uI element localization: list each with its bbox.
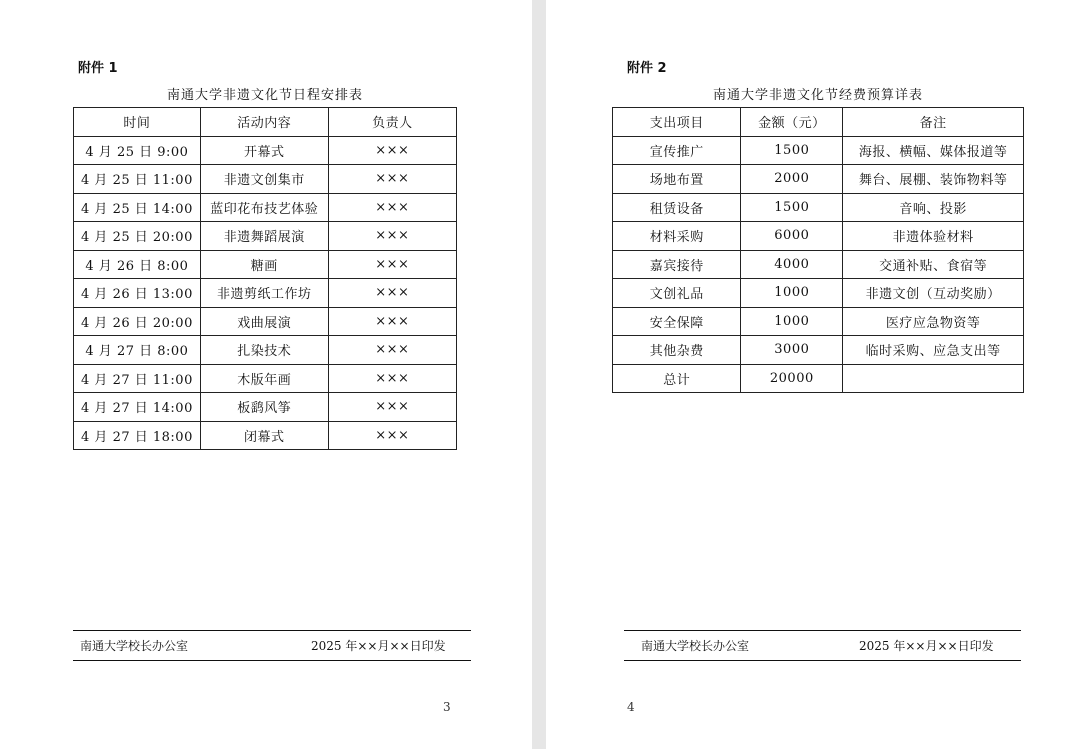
- time-cell: 4 月 27 日 11:00: [74, 364, 201, 393]
- amount-cell: 1000: [741, 279, 843, 308]
- table-row: [613, 250, 1024, 279]
- footer-rule-top: [73, 630, 471, 631]
- activity-cell: 闭幕式: [200, 421, 328, 450]
- table-row: [613, 136, 1024, 165]
- remark-cell: 海报、横幅、媒体报道等: [843, 136, 1024, 165]
- remark-cell: 交通补贴、食宿等: [843, 250, 1024, 279]
- table-row: [74, 250, 457, 279]
- table-row: [613, 336, 1024, 365]
- table-row: [74, 136, 457, 165]
- document-page-left: [0, 0, 532, 749]
- attachment-label: 附件 2: [627, 61, 667, 76]
- expense-item-cell: 宣传推广: [613, 136, 741, 165]
- time-cell: 4 月 27 日 18:00: [74, 421, 201, 450]
- remark-cell: 音响、投影: [843, 193, 1024, 222]
- remark-cell: [843, 364, 1024, 393]
- activity-cell: 戏曲展演: [200, 307, 328, 336]
- time-cell: 4 月 26 日 13:00: [74, 279, 201, 308]
- page-number: 3: [443, 700, 451, 714]
- amount-cell: 1500: [741, 193, 843, 222]
- footer-rule-top: [624, 630, 1021, 631]
- activity-cell: 非遗文创集市: [200, 165, 328, 194]
- person-in-charge-cell: ×××: [328, 307, 456, 336]
- page-gutter: [532, 0, 546, 749]
- header-cell: 备注: [843, 108, 1024, 137]
- budget-table: [612, 107, 1024, 393]
- person-in-charge-cell: ×××: [328, 222, 456, 251]
- expense-item-cell: 文创礼品: [613, 279, 741, 308]
- remark-cell: 舞台、展棚、装饰物料等: [843, 165, 1024, 194]
- amount-cell: 6000: [741, 222, 843, 251]
- table-row: [74, 421, 457, 450]
- header-cell: 支出项目: [613, 108, 741, 137]
- table-title: 南通大学非遗文化节经费预算详表: [712, 88, 923, 103]
- person-in-charge-cell: ×××: [328, 393, 456, 422]
- person-in-charge-cell: ×××: [328, 364, 456, 393]
- table-title: 南通大学非遗文化节日程安排表: [166, 88, 363, 103]
- time-cell: 4 月 25 日 14:00: [74, 193, 201, 222]
- schedule-table: [73, 107, 457, 450]
- expense-item-cell: 租赁设备: [613, 193, 741, 222]
- footer-date: 2025 年××月××日印发: [859, 639, 994, 653]
- time-cell: 4 月 25 日 11:00: [74, 165, 201, 194]
- table-row: [74, 364, 457, 393]
- amount-cell: 3000: [741, 336, 843, 365]
- activity-cell: 板鹞风筝: [200, 393, 328, 422]
- remark-cell: 非遗体验材料: [843, 222, 1024, 251]
- amount-cell: 20000: [741, 364, 843, 393]
- header-cell: 金额（元）: [741, 108, 843, 137]
- table-row: [613, 364, 1024, 393]
- person-in-charge-cell: ×××: [328, 279, 456, 308]
- remark-cell: 非遗文创（互动奖励）: [843, 279, 1024, 308]
- expense-item-cell: 场地布置: [613, 165, 741, 194]
- footer-org: 南通大学校长办公室: [641, 639, 750, 653]
- header-cell: 时间: [74, 108, 201, 137]
- time-cell: 4 月 27 日 14:00: [74, 393, 201, 422]
- amount-cell: 4000: [741, 250, 843, 279]
- table-row: [613, 222, 1024, 251]
- expense-item-cell: 安全保障: [613, 307, 741, 336]
- activity-cell: 非遗舞蹈展演: [200, 222, 328, 251]
- time-cell: 4 月 25 日 20:00: [74, 222, 201, 251]
- amount-cell: 1000: [741, 307, 843, 336]
- activity-cell: 非遗剪纸工作坊: [200, 279, 328, 308]
- header-cell: 活动内容: [200, 108, 328, 137]
- table-row: [74, 222, 457, 251]
- footer-org: 南通大学校长办公室: [80, 639, 189, 653]
- table-row: [74, 393, 457, 422]
- expense-item-cell: 总计: [613, 364, 741, 393]
- person-in-charge-cell: ×××: [328, 421, 456, 450]
- table-row: [74, 307, 457, 336]
- activity-cell: 糖画: [200, 250, 328, 279]
- table-row: [74, 193, 457, 222]
- activity-cell: 扎染技术: [200, 336, 328, 365]
- person-in-charge-cell: ×××: [328, 250, 456, 279]
- time-cell: 4 月 26 日 8:00: [74, 250, 201, 279]
- time-cell: 4 月 27 日 8:00: [74, 336, 201, 365]
- footer-rule-bottom: [624, 660, 1021, 661]
- amount-cell: 2000: [741, 165, 843, 194]
- table-row: [74, 165, 457, 194]
- table-row: [613, 193, 1024, 222]
- remark-cell: 医疗应急物资等: [843, 307, 1024, 336]
- person-in-charge-cell: ×××: [328, 336, 456, 365]
- attachment-label: 附件 1: [78, 61, 118, 76]
- footer-date: 2025 年××月××日印发: [311, 639, 446, 653]
- person-in-charge-cell: ×××: [328, 136, 456, 165]
- table-row: [74, 336, 457, 365]
- expense-item-cell: 嘉宾接待: [613, 250, 741, 279]
- time-cell: 4 月 25 日 9:00: [74, 136, 201, 165]
- amount-cell: 1500: [741, 136, 843, 165]
- header-cell: 负责人: [328, 108, 456, 137]
- table-header-row: [613, 108, 1024, 137]
- table-row: [74, 279, 457, 308]
- remark-cell: 临时采购、应急支出等: [843, 336, 1024, 365]
- person-in-charge-cell: ×××: [328, 165, 456, 194]
- expense-item-cell: 材料采购: [613, 222, 741, 251]
- footer-rule-bottom: [73, 660, 471, 661]
- activity-cell: 蓝印花布技艺体验: [200, 193, 328, 222]
- table-header-row: [74, 108, 457, 137]
- expense-item-cell: 其他杂费: [613, 336, 741, 365]
- table-row: [613, 307, 1024, 336]
- person-in-charge-cell: ×××: [328, 193, 456, 222]
- page-number: 4: [627, 700, 635, 714]
- table-row: [613, 279, 1024, 308]
- activity-cell: 开幕式: [200, 136, 328, 165]
- document-page-right: [546, 0, 1080, 749]
- table-row: [613, 165, 1024, 194]
- activity-cell: 木版年画: [200, 364, 328, 393]
- time-cell: 4 月 26 日 20:00: [74, 307, 201, 336]
